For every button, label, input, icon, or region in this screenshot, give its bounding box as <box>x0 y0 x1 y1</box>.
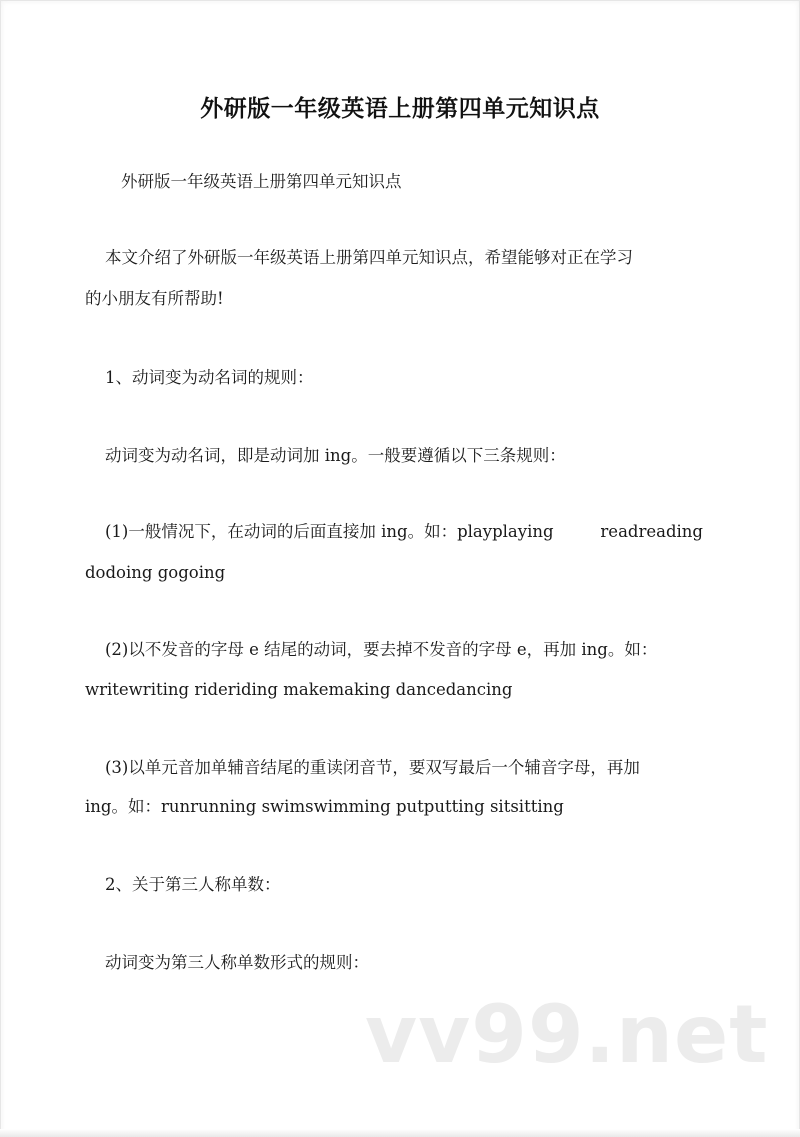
rule-1-examples: dodoing gogoing <box>85 563 226 582</box>
section-2-heading: 2、关于第三人称单数： <box>105 875 281 894</box>
section-1-heading: 1、动词变为动名词的规则： <box>105 368 314 387</box>
section-1-intro: 动词变为动名词，即是动词加 ing。一般要遵循以下三条规则： <box>105 446 566 465</box>
document-title: 外研版一年级英语上册第四单元知识点 <box>200 96 600 122</box>
rule-2-text: (2)以不发音的字母 e 结尾的动词，要去掉不发音的字母 e，再加 ing。如： <box>105 640 658 659</box>
intro-line-1: 本文介绍了外研版一年级英语上册第四单元知识点，希望能够对正在学习 <box>105 248 633 267</box>
rule-3-examples: ing。如：runrunning swimswimming putputting sitsitting <box>85 797 564 816</box>
rule-1-line <box>85 520 703 544</box>
document-subtitle: 外研版一年级英语上册第四单元知识点 <box>121 172 402 191</box>
rule-1-text: (1)一般情况下，在动词的后面直接加 ing。如：playplaying <box>105 522 554 541</box>
rule-1-example-tail: readreading <box>600 522 703 541</box>
rule-3-text: (3)以单元音加单辅音结尾的重读闭音节，要双写最后一个辅音字母，再加 <box>105 758 640 777</box>
section-2-intro: 动词变为第三人称单数形式的规则： <box>105 953 369 972</box>
page-bottom-shadow <box>0 1129 800 1137</box>
watermark: vv99.net <box>365 988 769 1081</box>
intro-line-2: 的小朋友有所帮助! <box>85 289 224 308</box>
rule-2-examples: writewriting rideriding makemaking dancedancing <box>85 680 513 699</box>
